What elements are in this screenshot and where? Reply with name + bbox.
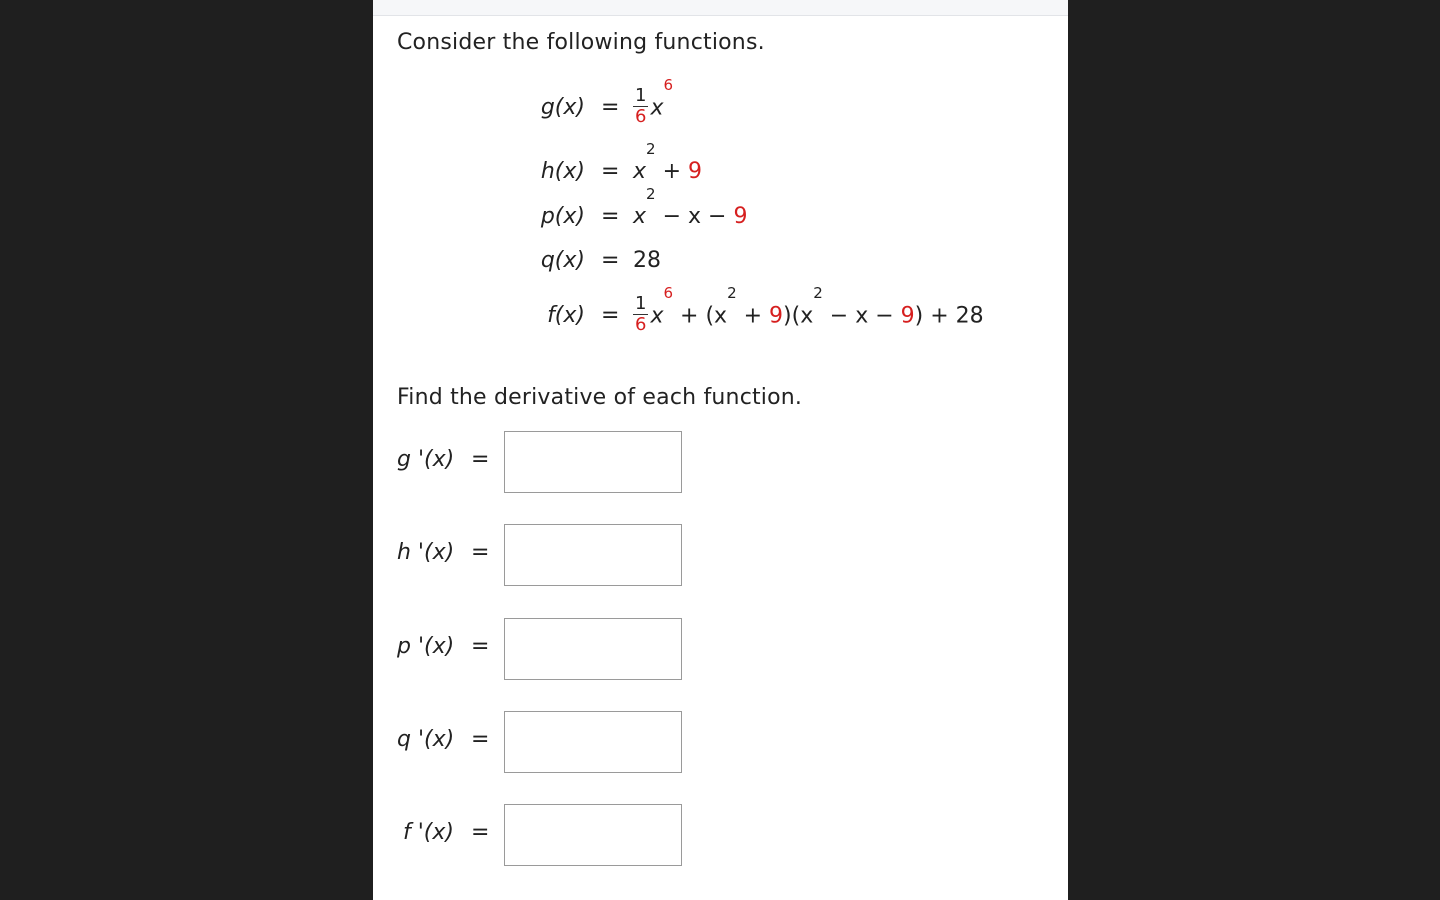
answer-row-h: [397, 524, 697, 588]
answer-row-p: [397, 618, 697, 682]
constant: 9: [769, 303, 784, 329]
fraction: [633, 294, 648, 335]
answer-label: h '(x): [397, 540, 455, 565]
lhs-f: f(x): [547, 303, 585, 328]
equation-p: [493, 185, 1053, 237]
numerator: 1: [635, 85, 647, 106]
equals-sign: =: [471, 727, 490, 752]
operator: − x −: [662, 204, 727, 229]
numerator: 1: [635, 293, 647, 314]
constant: 9: [733, 204, 748, 229]
lhs-q: q(x): [540, 248, 585, 273]
answer-row-f: [397, 804, 697, 868]
variable: x: [650, 95, 664, 121]
exponent: 2: [646, 140, 656, 158]
equals-sign: =: [601, 248, 620, 273]
rhs-g: [633, 76, 674, 129]
top-strip: [373, 0, 1068, 16]
equation-f: [493, 284, 1053, 336]
lhs-p: p(x): [540, 204, 585, 229]
answer-input-g[interactable]: [504, 431, 682, 493]
exponent: 2: [646, 185, 656, 203]
variable: x: [633, 159, 647, 184]
operator: − x −: [829, 303, 894, 329]
instruction-text: Find the derivative of each function.: [397, 385, 803, 410]
rhs-h: [633, 140, 703, 192]
constant: 9: [900, 303, 915, 329]
answer-input-q[interactable]: [504, 711, 682, 773]
variable: x: [650, 303, 664, 329]
lhs-g: g(x): [540, 95, 585, 120]
answer-label: g '(x): [397, 447, 455, 472]
expr-part: + (x: [680, 303, 728, 329]
equals-sign: =: [601, 303, 620, 328]
operator: +: [662, 159, 682, 184]
constant: 9: [688, 159, 703, 184]
lhs-h: h(x): [540, 159, 585, 184]
exponent: 2: [813, 284, 823, 302]
equation-h: [493, 140, 1053, 192]
equals-sign: =: [471, 820, 490, 845]
equals-sign: =: [601, 95, 620, 120]
rhs-q: 28: [633, 248, 661, 273]
equals-sign: =: [601, 159, 620, 184]
question-panel: [373, 0, 1068, 900]
expr-part: )(x: [783, 303, 814, 329]
answer-row-q: [397, 711, 697, 775]
prompt-text: Consider the following functions.: [397, 30, 765, 55]
equation-g: [493, 76, 1053, 128]
variable: x: [633, 204, 647, 229]
expr-part: ) + 28: [914, 303, 984, 329]
denominator: 6: [635, 314, 647, 335]
answer-label: p '(x): [397, 634, 455, 659]
equals-sign: =: [601, 204, 620, 229]
answer-label: q '(x): [397, 727, 455, 752]
answer-input-h[interactable]: [504, 524, 682, 586]
denominator: 6: [635, 106, 647, 127]
exponent: 6: [663, 76, 674, 94]
equation-q: [493, 241, 1053, 281]
rhs-f: [633, 284, 984, 337]
answer-label: f '(x): [403, 820, 454, 845]
equals-sign: =: [471, 634, 490, 659]
answer-input-f[interactable]: [504, 804, 682, 866]
operator: +: [743, 303, 763, 329]
equals-sign: =: [471, 447, 490, 472]
equals-sign: =: [471, 540, 490, 565]
rhs-p: [633, 185, 748, 237]
answer-row-g: [397, 431, 697, 495]
fraction: [633, 86, 648, 127]
exponent: 2: [727, 284, 737, 302]
answer-input-p[interactable]: [504, 618, 682, 680]
exponent: 6: [663, 284, 674, 302]
